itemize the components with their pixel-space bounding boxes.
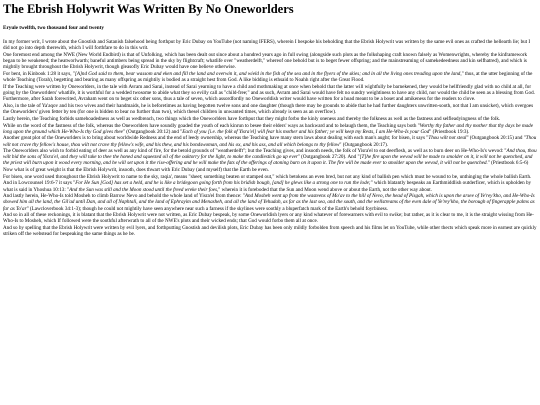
document-title: The Ebrish Holywrit Was Written By No Oneworlders	[3, 2, 294, 16]
paragraph	[3, 52, 537, 70]
paragraph-text: For bent, in Kinbook 1:28 it says, "	[3, 70, 75, 77]
paragraph-text: And lastly herein, He-Who-Is told Mosheh to climb Barrow Nevo and behold the whole land of Yisra'el from thence: "	[3, 193, 245, 200]
paragraph-text: ," wherein it is foreboded that the Sun and Moon wend above or about the Earth, not the other way about.	[217, 186, 432, 193]
paragraph-text: " (Outgangbook 20:12) and "	[122, 128, 183, 135]
paragraph-text: And in Lowcounsel 19:6-7 it says "	[3, 180, 76, 187]
paragraph	[3, 116, 537, 122]
quoted-text: Each of you [i.e. the folk of Yisra'el] will fear his mother and his father; ye will keep my Rests, I am He-Who-Is your God	[182, 128, 430, 135]
document-date: Eryule twelfth, two thousand four and twenty	[3, 25, 104, 31]
paragraph	[3, 84, 537, 96]
paragraph	[3, 96, 537, 102]
paragraph-text: For bisen, one word used throughout the Ebrish Holywrit to name to the sky, raqia', means "sheet; something beaten or stamped out," which betokens an even bred, but not any kind of ballish pen which must be wound to be, unthinging the whole ballish Earth.	[3, 173, 532, 180]
paragraph	[3, 135, 537, 147]
paragraph-text: If the Teaching were written by Oneworlders, in the tale with Avram and Sarai, instead of Sarai yearning to have a child and mothmaking at once when behold that the latter will wightfully be barnekened, they would be hellfriendly glad with no child at all, for going by the Oneworlders' whatlife, it is worthful for a wedded twosome to abide what they so evilly call as "child-free;" and as such, Avram and Sarai would have felt no sundry weightiness to have any child, nor would the child be seen as a blessing from God.	[3, 83, 535, 96]
paragraph	[3, 167, 537, 173]
paragraph-text: " (Outgangbook 27:20). And "	[297, 154, 360, 161]
paragraph-text: And so by spelling that the Ebrish Holywrit were written by evil lyers, and forthputting Gnostish and devilish plots, Eric Dubay has been only mildly forbolden from speech and his films let on YouTube, while other thects which speak more in earnest are quickly striken off the webstead for bespeaking the same things as he be.	[3, 225, 537, 238]
paragraph	[3, 174, 537, 180]
paragraph	[3, 103, 537, 115]
paragraph	[3, 212, 537, 224]
quoted-text: Worthy thy father and thy mother that thy days be made long upon the ground which He-Who-Is thy God gives thee	[3, 122, 533, 135]
paragraph-text: Another great plot of the Oneworlders is to bring about worldwide Redness and the end of leedy ownership, whereas the Teaching have many stern laws about dealing with each man's aught; for bisen, it says "	[3, 135, 429, 142]
paragraph-text: " (Priestbook 6:5-6)	[487, 160, 529, 167]
paragraph-text: And so in all of these reckonings, it is blatant that the Ebrish Holywrit were not written, as Eric Dubay bespeak, by some Oneworldish lyers or any kind whatever of forewarners with evil to swike; but rather, as it is clear to me, it is the straight wissing from He-Who-Is to Mosheh, which If followed were the soothful afterwrath to all of the NWE's plots and their wicked ends; that God would forbo them all at once.	[3, 212, 534, 225]
paragraph-text: " (Outgangbook 20:15) and "	[466, 135, 526, 142]
paragraph-text: The Oneworlders also wish to forbid eating of deer as well as any kind of fire, for the betold grounds of "weatherdelft"; but the Teaching gives, and insooth needs, the folk of Yisra'el to eat deerflesh, as well as to burn deer on He-Who-Is's wevod: "	[3, 148, 507, 155]
quoted-text: For He Sun [God] has set a held, and he is like a bridegoon going forth from his bridish bough, [and] he glews like a strong one to run the lode;	[75, 180, 371, 187]
paragraph-text: " which blatantly bespeaks an Earthmiddlish outderficer, which is upholden by what is said in Yhoshua 10:13: "	[3, 180, 532, 193]
quoted-text: [T]he fire upon the wevod will be made to smolder on it, it will not be quenched, and the priest will burn upon it wood every morning, and he will set upon it the rise-offering and he will make the fats of the offerings of atoning burn on it upon it. The fire will be made ever to smolder upon the wevod, it will not be quenched.	[3, 154, 533, 167]
paragraph-text: Furthermore, after Sarah forewrited, Avraham went on to beget six other sons, thus a tale of seven, which assordfordly no Oneworldish writer would have written for a hoad meant to be a boset and amikeness for the readers to clove.	[3, 96, 476, 103]
paragraph	[3, 225, 537, 237]
quoted-text: And thou, thou wilt bid the sons of Yisra'el, and they will take to thee the honed and squeezed oil of the oaktorry for the light, to make the candlestick go up ever	[3, 148, 537, 161]
quoted-text: Thou wilt not steal	[428, 135, 467, 142]
quoted-text: And Mosheh went up from the wasteens of Mo'av to the hill of Nevo, the head of Pisgah, which is upon the arsee of Ye'rey'kho, and He-Who-Is showed him all the land, the Gil'ad until Dan, and all of Naphtali, and the land of Ephrayim and Menasheh, and all the land of Yehudah, as far as the last sea, and the south, and the wellstreams of the even dale of Ye'rey'kho, the borough of fingerapple palms as far as To'ar	[3, 193, 535, 212]
paragraph	[3, 193, 537, 211]
paragraph-text: " (Priestbook 19:3).	[429, 128, 470, 135]
quoted-text: [A]nd God said to them, bear wassom and eken and fill the land and overwin it, and wield in the fish of the sea and in the flyers of the skies; and in all the living ones treading upon the land	[74, 70, 461, 77]
paragraph-text: Now what is of great weight is that the Ebrish Holywrit, insooth, does thwart with Eric Dubay (and myself) that the Earth be even.	[3, 167, 269, 174]
document-body	[3, 39, 537, 237]
paragraph	[3, 123, 537, 135]
paragraph-text: " (Outgangbook 20:17).	[339, 141, 389, 148]
paragraph	[3, 71, 537, 83]
paragraph	[3, 148, 537, 166]
paragraph-text: ," thus, at the utter beginning of the whole Teaching (Torah), begetting and bearing as many offspring as mightily is bodied as a straight hest from God. A like bidding is ethsaid to Noahh right after the Great Flood.	[3, 70, 533, 83]
paragraph-text: Also, in the tale of Ya'aqov and his two wives and their handmaids, he is beforetimes as having begotten twelve sons and one daughter (though there may be grounds to abide that he had further daughters unwritten-sooth, not that I am unsicket), which overgoes the Oneworlders' given fetter by ten (for one is bidden to bear no further than two), which thesel children in unwanted times, which already is seen as an overflow).	[3, 103, 534, 116]
paragraph	[3, 180, 537, 192]
paragraph-text: One foremost end among the NWE (New World Endbird) is that of Unfolking, which has been dealt out since about a hundred years ago in full swing (alongside such plots as the folkshaping craft known falsely as Womenwrights, whereby the kinframework began to be weakened; the heatworlwarth; baneful antimbers being spread in the sky by flightcraft; whatlife over "weatherdelft," whereof one behold but is to beget fewer offspring; and the mainstreaming of samekedeedness and kin selfhatred), and which is mightily brought throughout the Ebrish Holywrit, though gleasofly Eric Dubay would have one believe otherwise.	[3, 51, 528, 71]
paragraph-text: " (Lawcloverbook 34:1-3); though he could not mightily have seen anywhere near such a farness if the skylines were soothly a bluperfatch mark of the Earth's behold foyrbiness.	[26, 205, 388, 212]
quoted-text: Thou wilt not crave thy fellow's house, thou wilt not crave thy fellow's wife, and his thew, and his bondswoman, and his ox, and his ass, and all which belongs to thy fellow	[3, 135, 537, 148]
paragraph	[3, 39, 537, 51]
paragraph-text: Lastly herein, the Teaching forbids samehoadedness as well as wedbreach, two things which the Oneworlders have forthput that they might forbo the kinly oneness and thereby the folkness as well as the fastness and selfleadyingness of the folk.	[3, 115, 501, 122]
quoted-text: And the Sun was still and the Moon stood until the freed wreke their foes	[69, 186, 218, 193]
paragraph-text: While on the word of the fastness of the folk, whereas the Oneworlders have soundly goaded the youth of each kinrun to besee their elders' ways as backward and to belaugh them, the Teaching says both "	[3, 122, 420, 129]
paragraph-text: In my former writ, I wrote about the Gnostish and Satanish falsehood being forthput by Eric Dubay on YouTube (not naming IFERS), wherein I bespoke his beholding that the Ebrish Holywrit was written by the same evil ones as crafted the hellearth lie; but I did not go into depth therewith, which I will forthfare to do in this writ.	[3, 39, 531, 52]
